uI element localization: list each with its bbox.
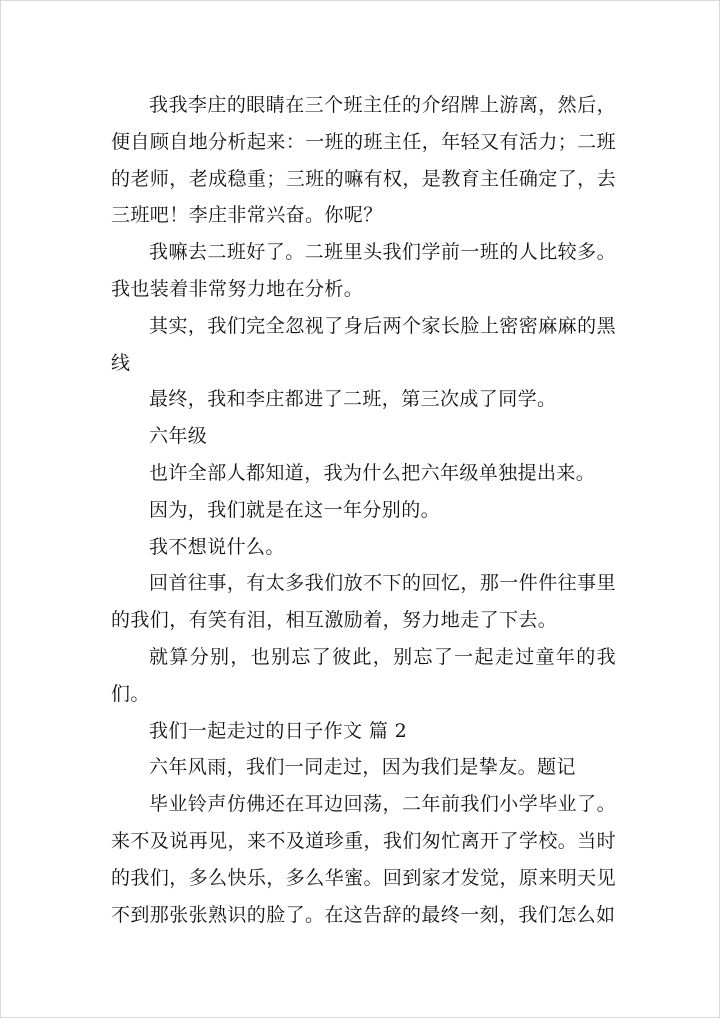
section-heading: 六年级: [149, 425, 208, 448]
paragraph: 我我李庄的眼睛在三个班主任的介绍牌上游离，然后，便自顾自地分析起来：一班的班主任，年轻又有活力；二班的老师，老成稳重；三班的嘛有权，是教育主任确定了，去三班吧！李庄非常兴奋。你呢？: [111, 94, 616, 227]
paragraph: 毕业铃声仿佛还在耳边回荡，二年前我们小学毕业了。来不及说再见，来不及道珍重，我们匆忙离开了学校。当时的我们，多么快乐，多么华蜜。回到家才发觉，原来明天见不到那张张熟识的脸了。在这告辞的最终一刻，我们怎么如: [111, 793, 616, 926]
article-title: 我们一起走过的日子作文 篇 2: [149, 719, 408, 742]
document-body: [111, 87, 616, 933]
paragraph: 也许全部人都知道，我为什么把六年级单独提出来。: [149, 461, 596, 484]
paragraph: 就算分别，也别忘了彼此，别忘了一起走过童年的我们。: [111, 645, 616, 705]
paragraph: 因为，我们就是在这一年分别的。: [149, 498, 441, 521]
paragraph: 最终，我和李庄都进了二班，第三次成了同学。: [149, 388, 557, 411]
paragraph: 其实，我们完全忽视了身后两个家长脸上密密麻麻的黑线: [111, 314, 616, 374]
paragraph: 我不想说什么。: [149, 535, 285, 558]
paragraph: 回首往事，有太多我们放不下的回忆，那一件件往事里的我们，有笑有泪，相互激励着，努力地走了下去。: [111, 572, 616, 632]
paragraph: 六年风雨，我们一同走过，因为我们是挚友。题记: [149, 756, 576, 779]
paragraph: 我嘛去二班好了。二班里头我们学前一班的人比较多。我也装着非常努力地在分析。: [111, 241, 616, 300]
